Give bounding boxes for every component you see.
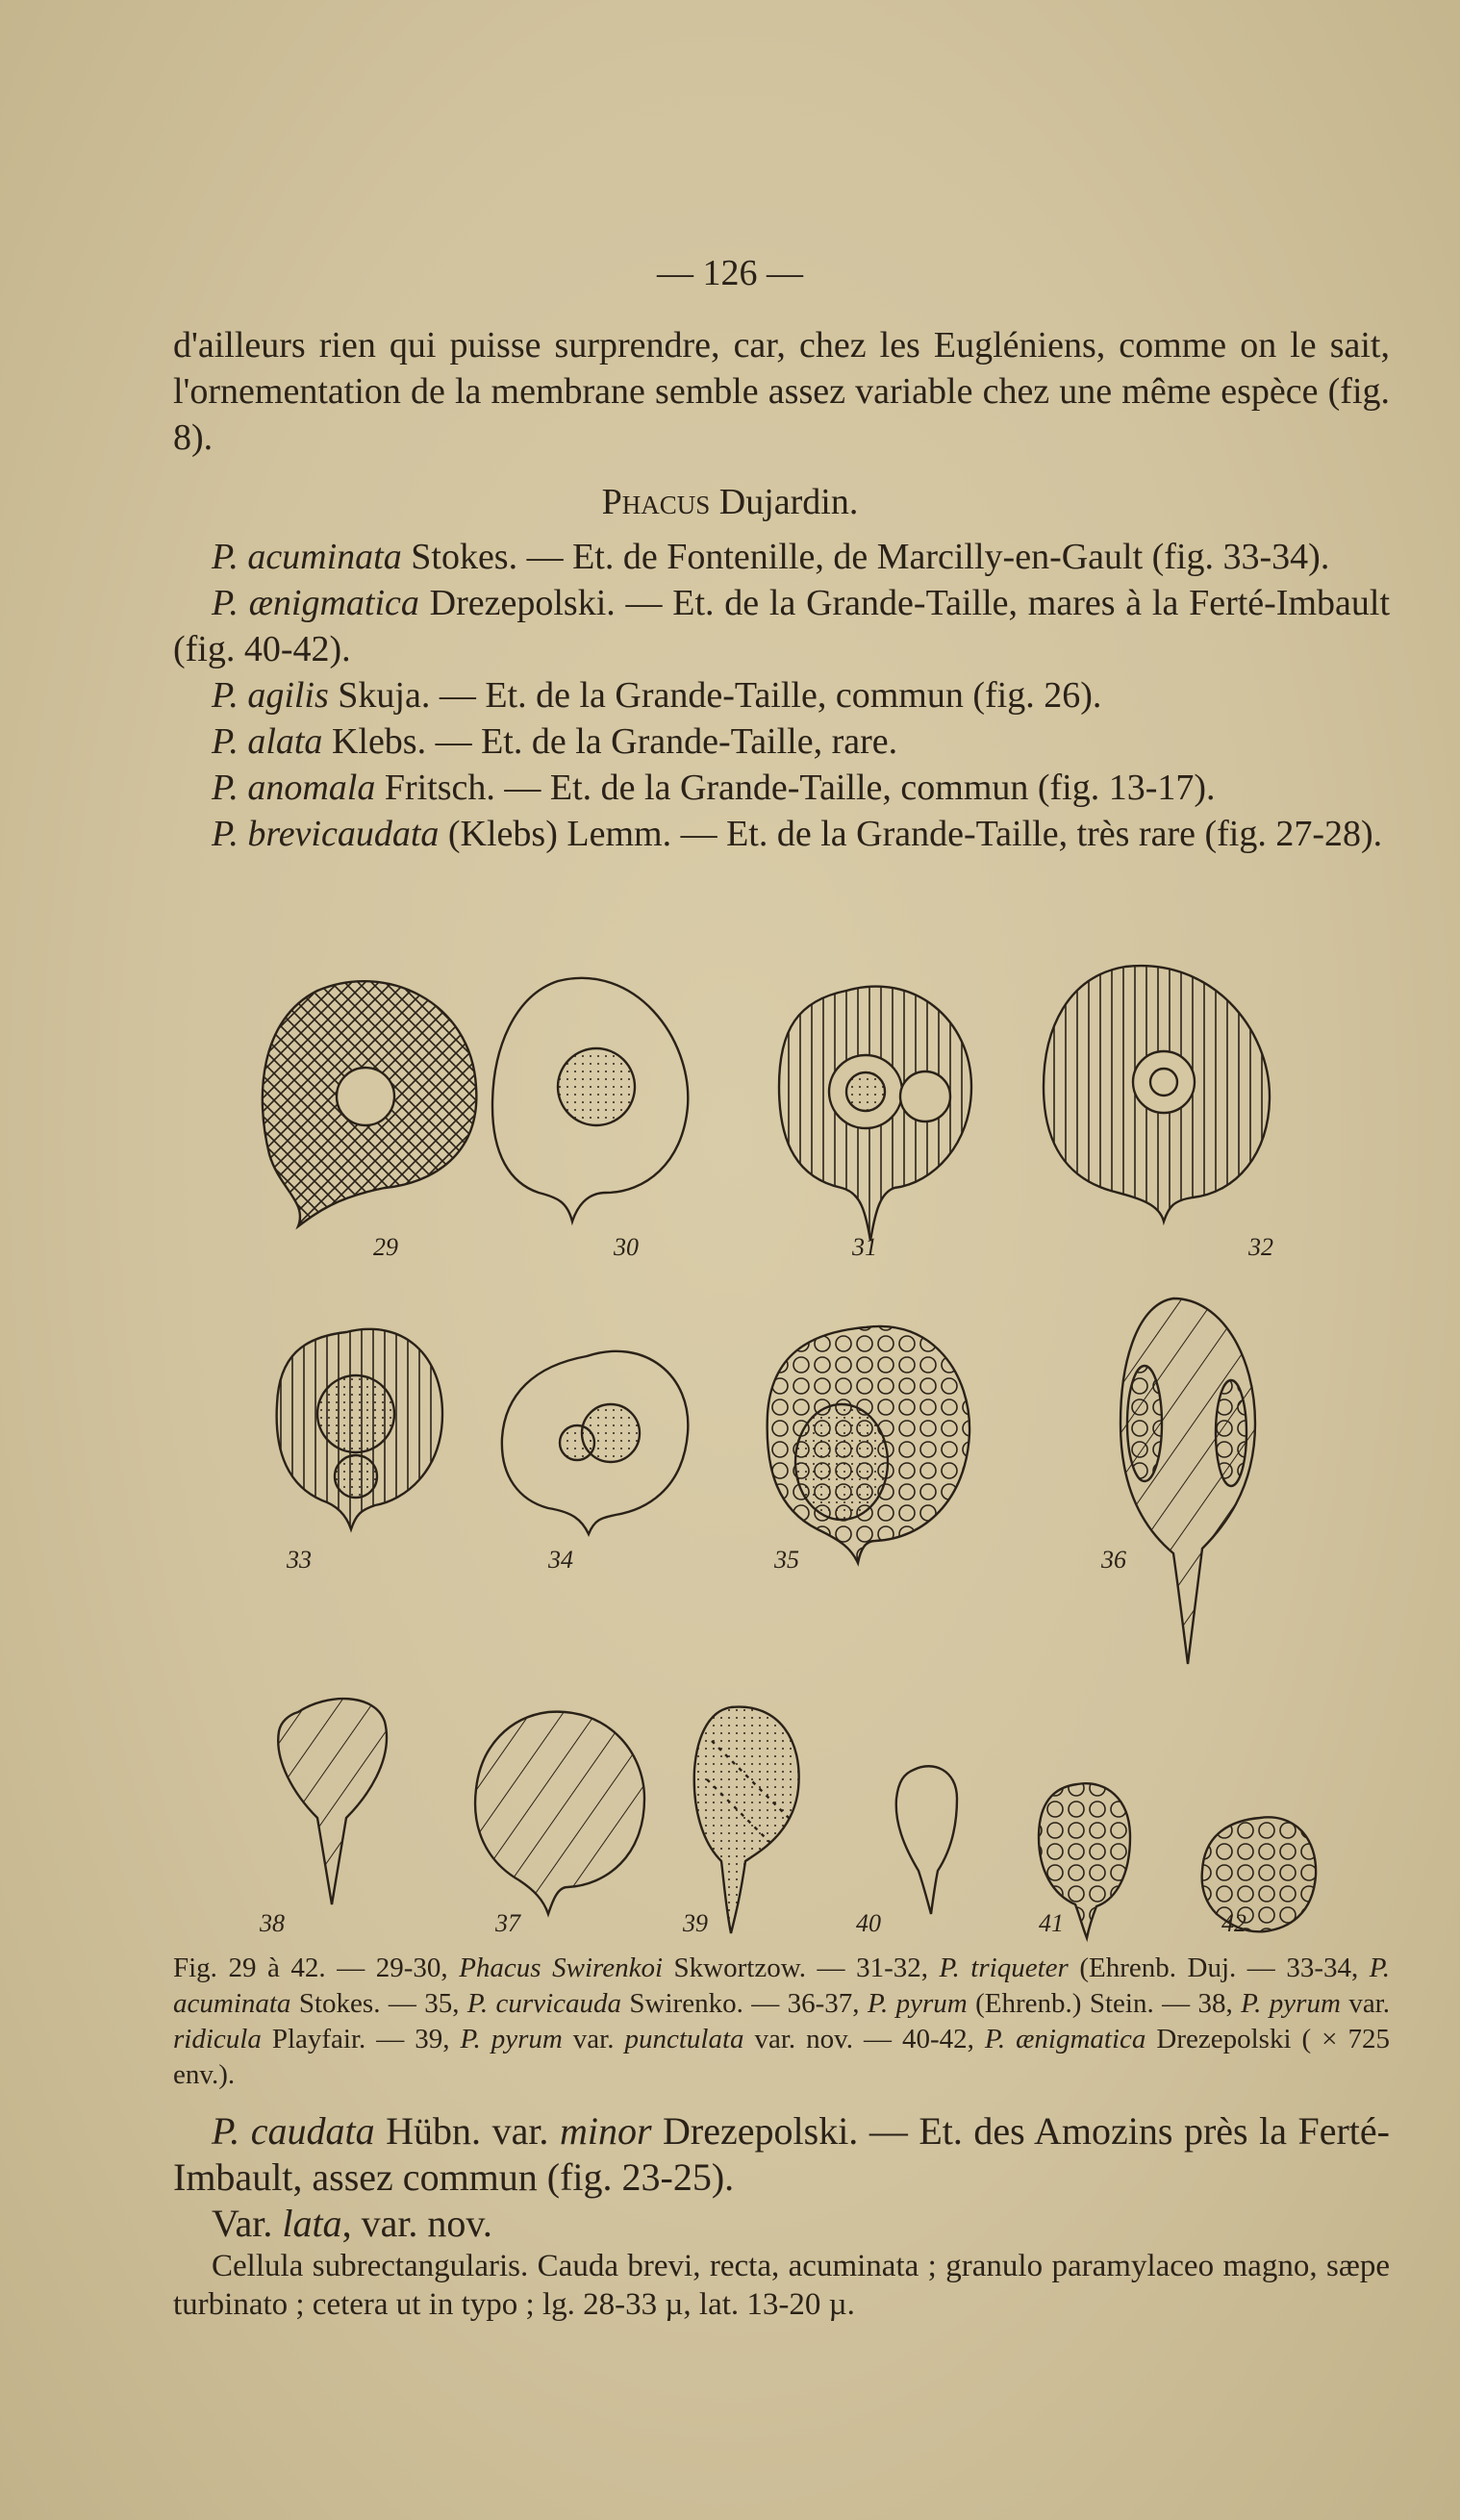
figure-30 xyxy=(492,978,688,1222)
caudata-entry xyxy=(173,2108,1390,2201)
intro-paragraph: d'ailleurs rien qui puisse surprendre, car, chez les Eugléniens, comme on le sait, l'ornementation de la membrane semble assez variable chez une même espèce (fig. 8). xyxy=(173,325,1390,458)
caption-taxon: P. curvicauda xyxy=(466,1988,622,2019)
figure-label-34: 34 xyxy=(548,1546,573,1574)
figure-38 xyxy=(278,1699,387,1904)
caption-taxon: P. pyrum xyxy=(1241,1988,1341,2019)
species-entry xyxy=(173,672,1390,718)
caption-text: (Ehrenb. Duj. — 33-34, xyxy=(1068,1953,1370,1983)
species-entry xyxy=(173,534,1390,580)
species-text: Stokes. — Et. de Fontenille, de Marcilly-en-Gault (fig. 33-34). xyxy=(401,537,1330,577)
caption-text: var. nov. — 40-42, xyxy=(743,2024,985,2054)
latin-description: Cellula subrectangularis. Cauda brevi, recta, acuminata ; granulo paramylaceo magno, sæpe turbinato ; cetera ut in typo ; lg. 28-33 µ, lat. 13-20 µ. xyxy=(173,2249,1390,2322)
caption-taxon: Phacus Swirenkoi xyxy=(459,1953,664,1983)
species-name: P. acuminata xyxy=(212,537,402,577)
page-number: — 126 — xyxy=(657,253,803,293)
species-name: P. agilis xyxy=(212,675,329,716)
figure-39 xyxy=(694,1707,799,1933)
caption-text: (Ehrenb.) Stein. — 38, xyxy=(967,1988,1242,2019)
species-text: (Klebs) Lemm. — Et. de la Grande-Taille, très rare (fig. 27-28). xyxy=(439,814,1383,854)
species-entry xyxy=(173,580,1390,672)
figure-29 xyxy=(263,981,477,1226)
species-entry xyxy=(173,765,1390,811)
species-entry xyxy=(173,718,1390,765)
caption-text: var. xyxy=(562,2024,625,2054)
figure-label-36: 36 xyxy=(1101,1546,1126,1574)
figure-label-42: 42 xyxy=(1221,1909,1246,1937)
figure-36 xyxy=(1120,1298,1255,1664)
caption-taxon: P. pyrum xyxy=(867,1988,968,2019)
species-text: Klebs. — Et. de la Grande-Taille, rare. xyxy=(322,721,898,762)
caption-taxon: P. ænigmatica xyxy=(984,2024,1146,2054)
species-text: Drezepolski. — Et. des Amozins près la Ferté-Imbault, assez commun (fig. 23-25). xyxy=(173,2109,1390,2199)
figure-40 xyxy=(896,1766,957,1914)
lower-text-block xyxy=(173,2108,1390,2324)
species-text: Skuja. — Et. de la Grande-Taille, commun (fig. 26). xyxy=(328,675,1102,716)
caption-taxon: P. pyrum xyxy=(460,2024,563,2054)
caption-text: Skwortzow. — 31-32, xyxy=(663,1953,940,1983)
caption-taxon: punctulata xyxy=(624,2024,744,2054)
figure-label-37: 37 xyxy=(495,1909,520,1937)
variety-name: lata xyxy=(282,2202,342,2245)
figure-37 xyxy=(475,1712,644,1914)
caption-taxon: ridicula xyxy=(173,2024,262,2054)
caption-text: Swirenko. — 36-37, xyxy=(621,1988,868,2019)
figure-label-31: 31 xyxy=(852,1233,877,1261)
variety-name: minor xyxy=(559,2109,652,2153)
variety-prefix: Var. xyxy=(212,2202,283,2245)
species-list xyxy=(173,534,1390,857)
figure-label-40: 40 xyxy=(856,1909,881,1937)
figure-35 xyxy=(768,1326,969,1563)
caption-text: Playfair. — 39, xyxy=(261,2024,461,2054)
species-name: P. caudata xyxy=(212,2109,375,2153)
genus-author: Dujardin. xyxy=(718,482,859,522)
caption-text: Fig. 29 à 42. — 29-30, xyxy=(173,1953,460,1983)
caption-taxon: P. acuminata xyxy=(173,1953,1391,2019)
figure-label-35: 35 xyxy=(774,1546,799,1574)
species-text: Hübn. var. xyxy=(374,2109,560,2153)
species-name: P. brevicaudata xyxy=(212,814,440,854)
figure-label-41: 41 xyxy=(1039,1909,1064,1937)
species-name: P. alata xyxy=(212,721,323,762)
genus-name: Phacus xyxy=(601,482,711,522)
species-name: P. ænigmatica xyxy=(212,583,419,623)
variety-suffix: , var. nov. xyxy=(341,2202,492,2245)
figure-label-30: 30 xyxy=(614,1233,639,1261)
figure-plate-drawing xyxy=(240,952,1337,1943)
caption-text: Stokes. — 35, xyxy=(290,1988,467,2019)
figure-label-39: 39 xyxy=(683,1909,708,1937)
figure-label-33: 33 xyxy=(287,1546,312,1574)
species-name: P. anomala xyxy=(212,768,376,808)
figure-label-29: 29 xyxy=(373,1233,398,1261)
figure-32 xyxy=(1044,966,1270,1222)
figure-34 xyxy=(502,1351,688,1534)
figure-label-38: 38 xyxy=(260,1909,285,1937)
species-text: Drezepolski. — Et. de la Grande-Taille, mares à la Ferté-Imbault (fig. 40-42). xyxy=(173,583,1391,669)
figure-caption xyxy=(173,1951,1390,2093)
caption-taxon: P. triqueter xyxy=(939,1953,1069,1983)
species-text: Fritsch. — Et. de la Grande-Taille, commun (fig. 13-17). xyxy=(375,768,1216,808)
species-entry xyxy=(173,811,1390,857)
genus-heading xyxy=(0,481,1460,523)
caption-text: Drezepolski ( × 725 env.). xyxy=(173,2024,1390,2090)
figure-33 xyxy=(277,1329,442,1529)
variety-line xyxy=(173,2201,1390,2247)
caption-text: var. xyxy=(1340,1988,1390,2019)
figure-42 xyxy=(1202,1817,1316,1931)
intro-paragraph-block xyxy=(173,322,1390,461)
figure-label-32: 32 xyxy=(1248,1233,1273,1261)
figure-31 xyxy=(779,987,971,1241)
figure-plate xyxy=(240,952,1337,1943)
